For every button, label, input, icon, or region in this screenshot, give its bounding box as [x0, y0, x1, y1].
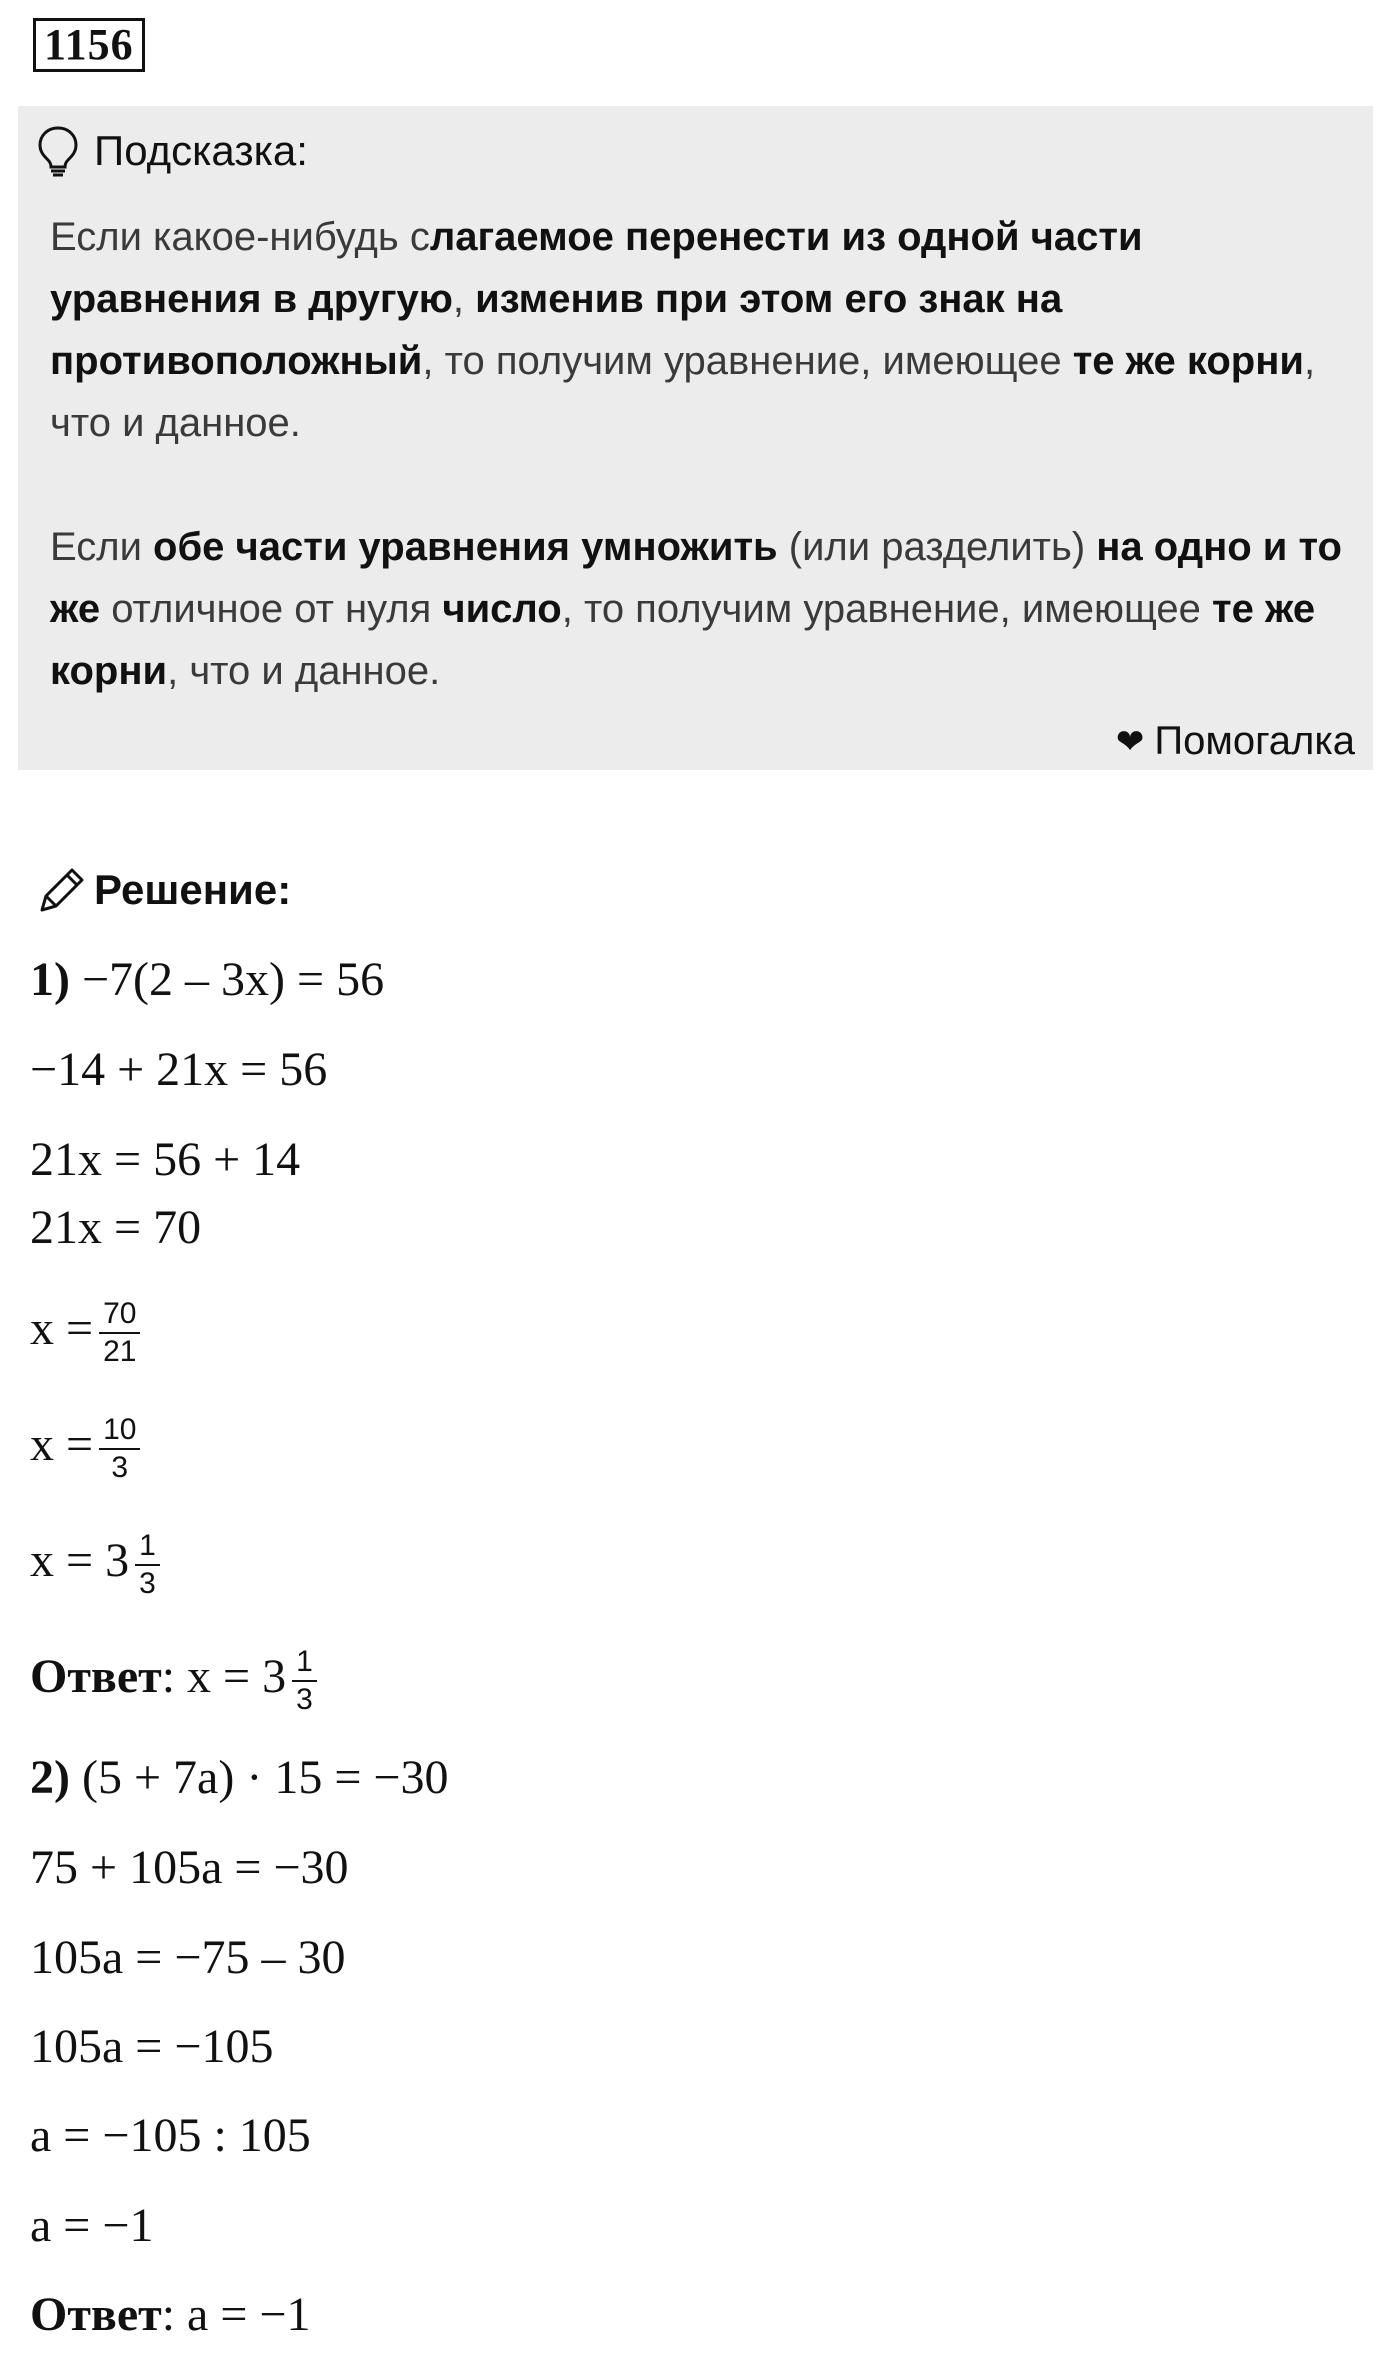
- hint-text: отличное от нуля: [100, 587, 443, 631]
- hint-text: (или разделить): [777, 525, 1097, 569]
- hint-text: , что и данное.: [167, 649, 441, 693]
- hint-bold-text: число: [442, 587, 562, 631]
- hint-bold-text: изменив при этом его знак на противоположный: [50, 277, 1063, 383]
- pencil-icon: [36, 864, 88, 916]
- fraction-denominator: 21: [103, 1335, 137, 1368]
- equation-text: x = 3: [30, 1534, 130, 1588]
- fraction-numerator: 10: [99, 1412, 140, 1450]
- solution-header: [36, 860, 291, 920]
- fraction-numerator: 70: [99, 1296, 140, 1334]
- equation-line: 21x = 56 + 14: [30, 1133, 301, 1186]
- equation-line: 75 + 105a = −30: [30, 1841, 349, 1894]
- answer-line: [30, 2285, 311, 2345]
- fraction-numerator: 1: [292, 1644, 317, 1682]
- equation-line: 21x = 70: [30, 1201, 202, 1254]
- equation-text: −7(2 – 3x) = 56: [81, 953, 385, 1006]
- equation-line: a = −1: [30, 2199, 154, 2252]
- fraction-denominator: 3: [111, 1451, 129, 1484]
- equation-line: [30, 1528, 160, 1602]
- fraction: [292, 1644, 317, 1718]
- hint-bold-text: на одно и то же: [50, 525, 1342, 631]
- hint-box: [18, 106, 1373, 770]
- fraction: [99, 1296, 140, 1370]
- lightbulb-icon: [36, 125, 80, 177]
- hint-bold-text: лагаемое перенести из одной части уравнения в другую: [50, 215, 1143, 321]
- fraction: [135, 1528, 160, 1602]
- equation-line: [30, 1296, 140, 1370]
- equation-text: x =: [30, 1418, 94, 1472]
- answer-line: [30, 1644, 317, 1718]
- hint-bold-text: те же корни: [1072, 339, 1304, 383]
- heart-icon: ❤: [1115, 722, 1145, 761]
- equation-line: [30, 1748, 448, 1808]
- equation-line: [30, 1412, 140, 1486]
- fraction-numerator: 1: [135, 1528, 160, 1566]
- equation-line: 105a = −75 – 30: [30, 1931, 346, 1984]
- hint-text: Если какое-нибудь с: [50, 215, 430, 259]
- hint-bold-text: те же корни: [50, 587, 1316, 693]
- hint-header: [36, 120, 1353, 182]
- hint-text: , то получим уравнение, имеющее: [561, 587, 1213, 631]
- part-label: 1): [30, 953, 70, 1006]
- hint-title: Подсказка:: [94, 127, 308, 174]
- equation-line: a = −105 : 105: [30, 2109, 311, 2162]
- equation-line: [30, 950, 384, 1010]
- hint-text: ,: [452, 277, 476, 321]
- part-label: 2): [30, 1751, 70, 1804]
- equation-line: −14 + 21x = 56: [30, 1043, 328, 1096]
- task-number: 1156: [33, 18, 145, 72]
- hint-text: Если: [50, 525, 154, 569]
- answer-label: Ответ: [30, 2288, 162, 2341]
- answer-text: : x = 3: [161, 1650, 287, 1704]
- hint-paragraph-2: [50, 516, 1353, 702]
- credit-label: Помогалка: [1154, 719, 1355, 763]
- answer-text: : a = −1: [161, 2288, 311, 2341]
- fraction: [99, 1412, 140, 1486]
- hint-text: , то получим уравнение, имеющее: [422, 339, 1073, 383]
- equation-text: x =: [30, 1302, 94, 1356]
- hint-paragraph-1: [50, 206, 1353, 454]
- equation-line: 105a = −105: [30, 2020, 274, 2073]
- credit: [1116, 719, 1355, 764]
- fraction-denominator: 3: [296, 1683, 313, 1716]
- fraction-denominator: 3: [139, 1567, 156, 1600]
- hint-bold-text: обе части уравнения умножить: [153, 525, 778, 569]
- solution-title: Решение:: [94, 866, 292, 913]
- answer-label: Ответ: [30, 1650, 162, 1704]
- hint-text: , что и данное.: [50, 339, 1316, 445]
- equation-text: (5 + 7a) · 15 = −30: [81, 1751, 449, 1804]
